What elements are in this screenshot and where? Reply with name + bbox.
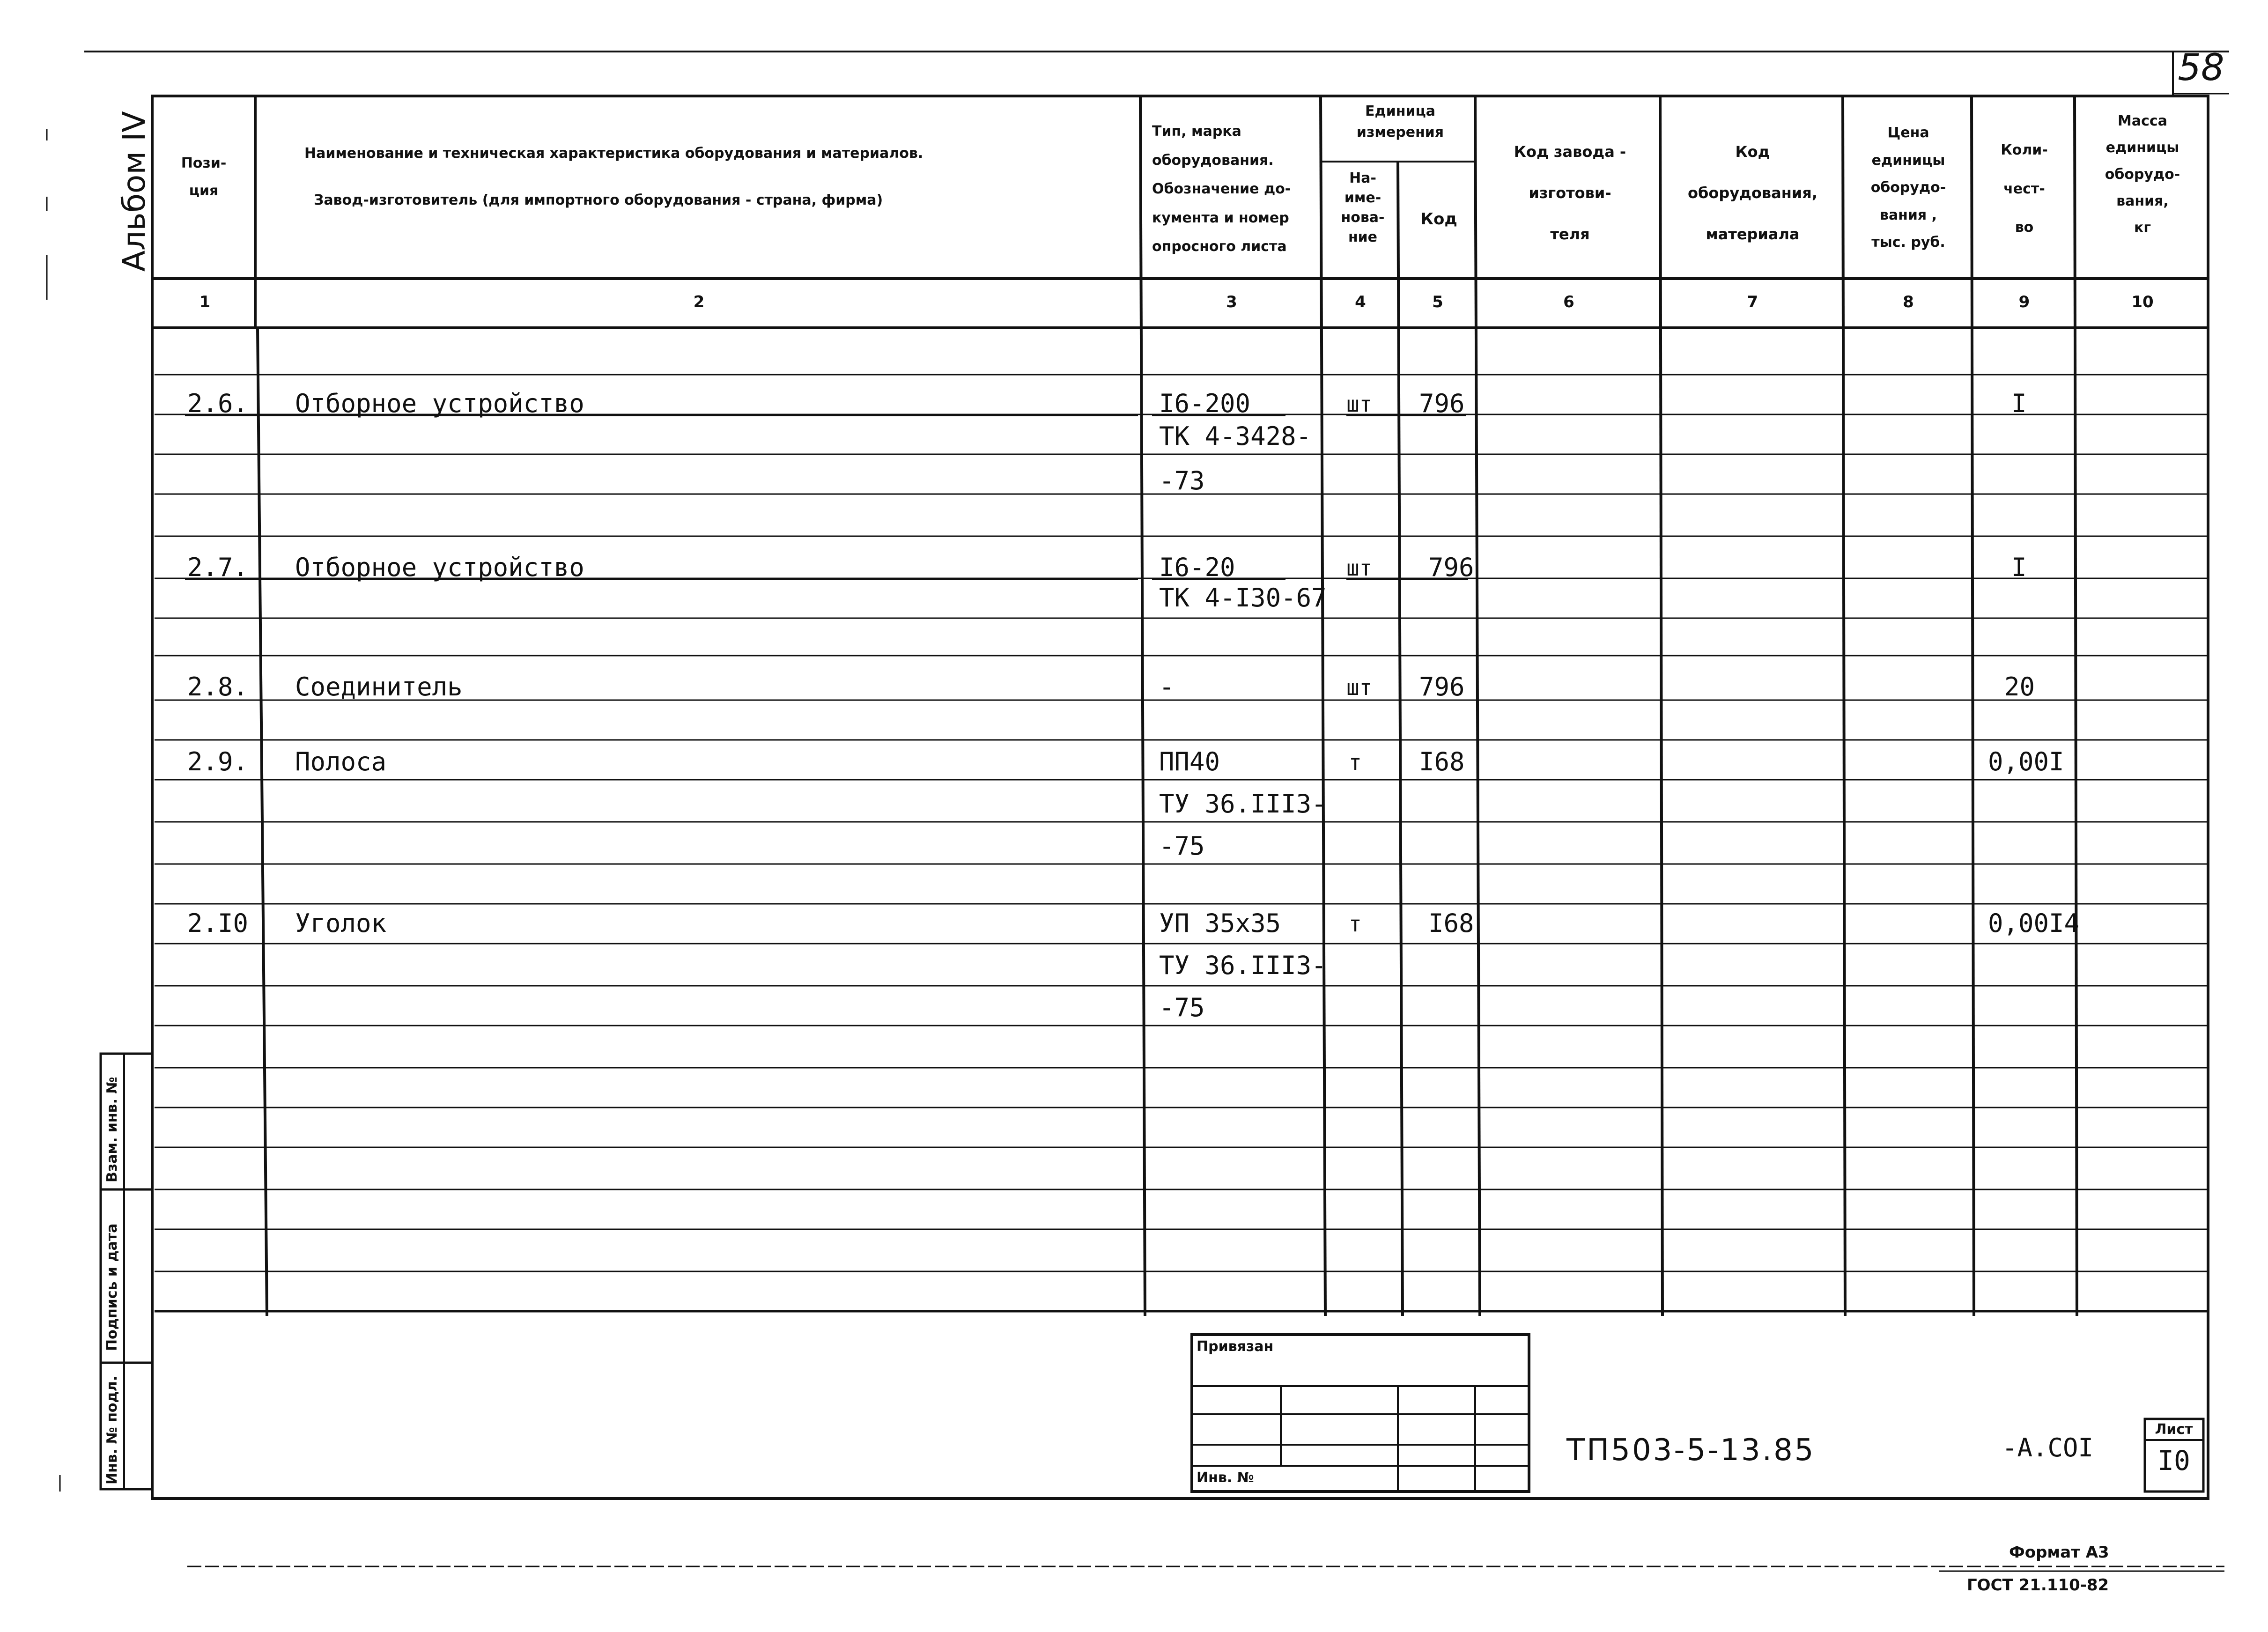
row-position: 2.9. — [187, 747, 249, 776]
sheet-number: I0 — [2157, 1445, 2190, 1477]
row-type-line: ТК 4-3428- — [1159, 421, 1312, 451]
col-num-7: 7 — [1747, 293, 1758, 311]
header-quantity: Коли- чест- во — [2001, 142, 2048, 236]
header-equipment-code: Код оборудования, материала — [1688, 143, 1817, 243]
row-unit: шт — [1346, 555, 1373, 581]
header-mass: Масса единицы оборудо- вания, кг — [2105, 113, 2180, 236]
title-inv-label: Инв. № — [1197, 1470, 1254, 1486]
col-num-8: 8 — [1903, 293, 1914, 311]
header-unit-name: На- име- нова- ние — [1341, 170, 1385, 245]
row-position: 2.7. — [187, 553, 249, 582]
format-label: Формат А3 — [2009, 1543, 2109, 1562]
col-num-4: 4 — [1355, 293, 1366, 311]
stamp-swap-inv: Взам. инв. № — [104, 1077, 120, 1182]
col-num-10: 10 — [2131, 293, 2154, 311]
row-unit-code: 796 — [1419, 672, 1465, 702]
row-name: Отборное устройство — [295, 553, 584, 582]
header-manufacturer: Завод-изготовитель (для импортного оборудования - страна, фирма) — [314, 192, 883, 208]
row-quantity: 0,00I — [1988, 747, 2064, 776]
row-type-line: ТУ 36.III3- — [1159, 789, 1327, 819]
row-unit: т — [1349, 750, 1362, 775]
row-name: Соединитель — [295, 672, 463, 702]
row-quantity: I — [2011, 553, 2027, 582]
row-unit: т — [1349, 911, 1362, 937]
row-unit-code: 796 — [1419, 389, 1465, 418]
row-type-line: ТУ 36.III3- — [1159, 951, 1327, 980]
stamp-sign-date: Подпись и дата — [104, 1223, 120, 1351]
col-num-3: 3 — [1226, 293, 1237, 311]
standard-label: ГОСТ 21.110-82 — [1967, 1576, 2109, 1595]
row-type-line: I6-20 — [1159, 553, 1235, 582]
page-number: 58 — [2178, 47, 2224, 89]
document-designation: ТП503-5-13.85 — [1566, 1433, 1816, 1468]
col-num-5: 5 — [1432, 293, 1443, 311]
row-type-line: -75 — [1159, 993, 1205, 1022]
row-position: 2.6. — [187, 389, 249, 418]
stamp-inv-orig: Инв. № подл. — [104, 1375, 120, 1484]
col-num-1: 1 — [199, 293, 211, 311]
row-unit: шт — [1346, 391, 1373, 417]
header-unit: Единица измерения — [1356, 103, 1444, 140]
row-type-line: ПП40 — [1159, 747, 1220, 776]
row-type-line: - — [1159, 672, 1175, 702]
header-factory-code: Код завода - изготови- теля — [1514, 143, 1626, 243]
row-name: Полоса — [295, 747, 387, 776]
header-unit-code: Код — [1420, 210, 1457, 229]
row-quantity: 0,00I4 — [1988, 908, 2080, 938]
row-unit-code: I68 — [1428, 908, 1474, 938]
title-bound-label: Привязан — [1197, 1338, 1274, 1355]
row-quantity: 20 — [2004, 672, 2035, 702]
row-position: 2.8. — [187, 672, 249, 702]
document-code-suffix: -A.COI — [2002, 1433, 2094, 1462]
row-type-line: -73 — [1159, 466, 1205, 495]
row-unit: шт — [1346, 675, 1373, 700]
row-name: Уголок — [295, 908, 387, 938]
header-position: Пози- ция — [181, 155, 227, 199]
row-quantity: I — [2011, 389, 2027, 418]
row-type-line: УП 35х35 — [1159, 908, 1281, 938]
col-num-2: 2 — [693, 293, 705, 311]
row-type-line: -75 — [1159, 831, 1205, 861]
header-name: Наименование и техническая характеристика оборудования и материалов. — [304, 145, 923, 162]
row-type-line: ТК 4-I30-67 — [1159, 583, 1327, 613]
row-position: 2.I0 — [187, 908, 249, 938]
row-unit-code: 796 — [1428, 553, 1474, 582]
header-price: Цена единицы оборудо- вания , тыс. руб. — [1870, 125, 1946, 251]
row-type-line: I6-200 — [1159, 389, 1251, 418]
album-label: Альбом IV — [116, 111, 152, 272]
sheet-label: Лист — [2155, 1421, 2193, 1438]
col-num-9: 9 — [2018, 293, 2030, 311]
row-unit-code: I68 — [1419, 747, 1465, 776]
header-type: Тип, марка оборудования. Обозначение до- кумента и номер опросного листа — [1152, 123, 1291, 255]
col-num-6: 6 — [1563, 293, 1574, 311]
row-name: Отборное устройство — [295, 389, 584, 418]
